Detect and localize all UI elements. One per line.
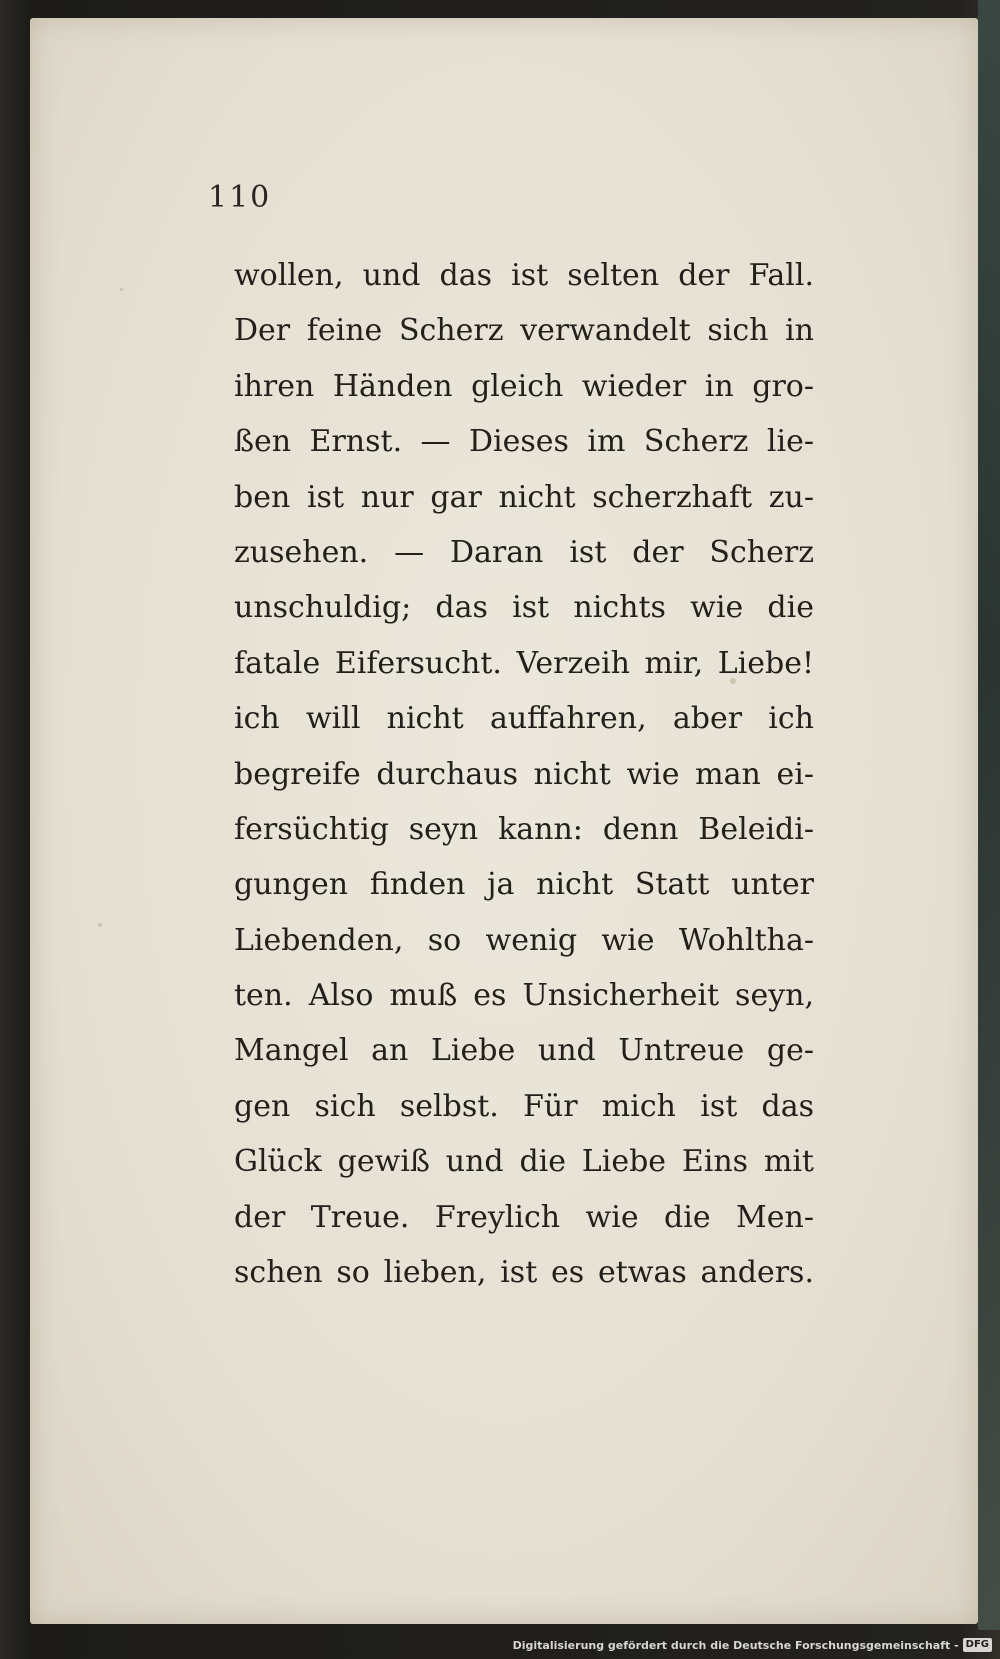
text-line: begreife durchaus nicht wie man ei-: [234, 756, 814, 792]
text-line: gen sich selbst. Für mich ist das: [234, 1088, 814, 1124]
text-line: Mangel an Liebe und Untreue ge-: [234, 1033, 814, 1069]
paper-speck: [98, 923, 102, 927]
text-line: schen so lieben, ist es etwas anders.: [234, 1255, 814, 1291]
text-line: ihren Händen gleich wieder in gro-: [234, 368, 814, 404]
text-line: ßen Ernst. — Dieses im Scherz lie-: [234, 424, 814, 460]
text-line: ich will nicht auffahren, aber ich: [234, 701, 814, 737]
text-line: Liebenden, so wenig wie Wohltha-: [234, 922, 814, 958]
text-line: ben ist nur gar nicht scherzhaft zu-: [234, 479, 814, 515]
credit-text: Digitalisierung gefördert durch die Deutsche Forschungsgemeinschaft -: [512, 1638, 959, 1652]
book-binding-edge: [978, 0, 1000, 1630]
dfg-logo: DFG: [963, 1638, 992, 1652]
page-text: [234, 248, 814, 1300]
text-line: Der feine Scherz verwandelt sich in: [234, 313, 814, 349]
text-line: wollen, und das ist selten der Fall.: [234, 258, 814, 293]
page-number: 110: [208, 180, 272, 215]
text-line: fatale Eifersucht. Verzeih mir, Liebe!: [234, 645, 814, 681]
text-line: zusehen. — Daran ist der Scherz: [234, 534, 814, 570]
paper-speck: [120, 288, 123, 291]
text-line: ten. Also muß es Unsicherheit seyn,: [234, 978, 814, 1014]
text-line: unschuldig; das ist nichts wie die: [234, 590, 814, 626]
text-line: Glück gewiß und die Liebe Eins mit: [234, 1144, 814, 1180]
text-line: der Treue. Freylich wie die Men-: [234, 1199, 814, 1235]
text-line: gungen finden ja nicht Statt unter: [234, 867, 814, 903]
digitization-credit: [513, 1635, 992, 1655]
text-line: fersüchtig seyn kann: denn Beleidi-: [234, 811, 814, 847]
